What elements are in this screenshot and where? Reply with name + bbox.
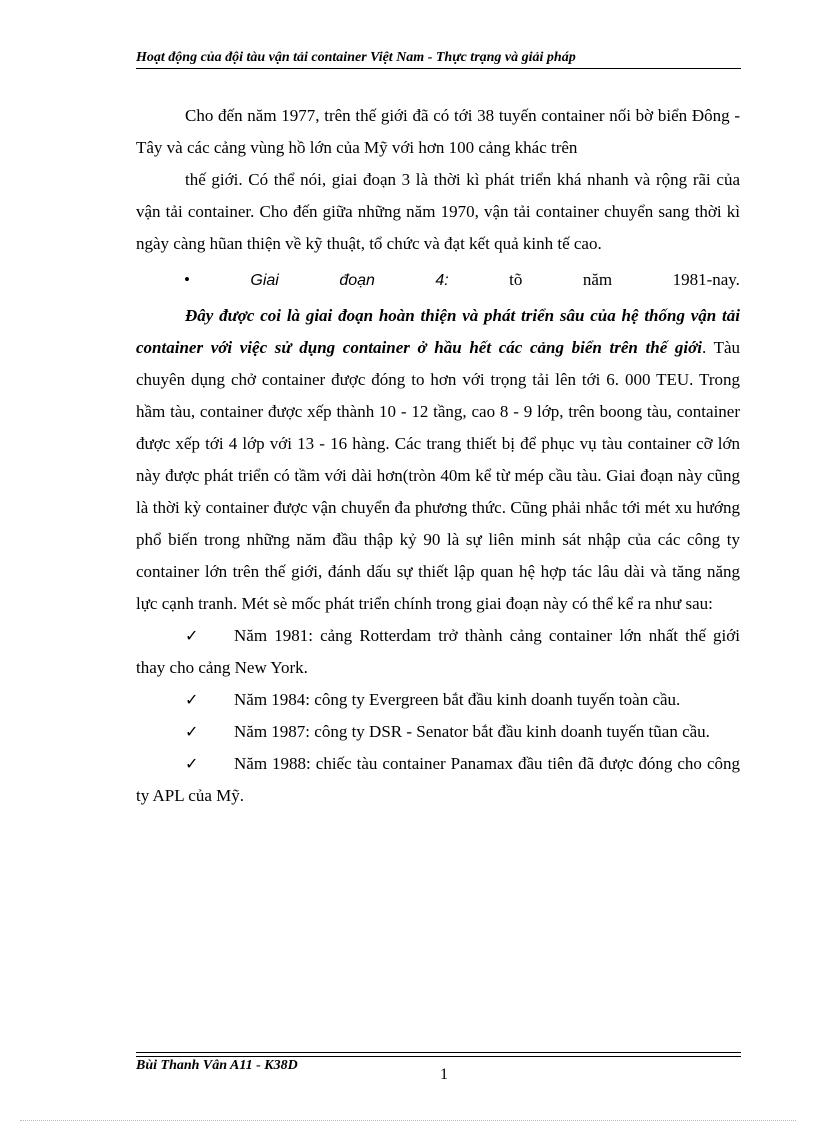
stage-word: năm — [582, 270, 613, 289]
paragraph — [136, 300, 740, 620]
paragraph: thế giới. Có thể nói, giai đoạn 3 là thời kì phát triển khá nhanh và rộng rãi của vận tải container. Cho đến giữa những năm 1970, vận tải container chuyển sang thời kì ngày càng hũan thiện về kỹ thuật, tổ chức và đạt kết quả kinh tế cao. — [136, 170, 740, 253]
stage-4-heading — [136, 260, 740, 300]
footer-divider — [136, 1052, 741, 1053]
stage-label-word: Giai — [250, 272, 279, 289]
checkmark-icon: ✓ — [185, 722, 199, 741]
footer-divider — [136, 1056, 741, 1057]
stage-label-word: đoạn — [339, 272, 375, 289]
milestone-item — [136, 684, 740, 716]
emphasis-text: Đây được coi là giai đoạn hoàn thiện và phát triển sâu của hệ thống vận tải container với việc sử dụng container ở hầu hết các cảng biển trên thế giới — [136, 306, 740, 357]
page-header-title: Hoạt động của đội tàu vận tải container Việt Nam - Thực trạng và giải pháp — [136, 50, 576, 65]
milestone-item — [136, 620, 740, 684]
checkmark-icon: ✓ — [185, 690, 199, 709]
document-body — [136, 100, 740, 812]
stage-number: 4: — [435, 272, 449, 289]
page-number: 1 — [440, 1066, 448, 1083]
bullet-icon: • — [184, 270, 190, 289]
milestone-text: Năm 1981: cảng Rotterdam trở thành cảng container lớn nhất thế giới thay cho cảng New York. — [136, 626, 740, 677]
paragraph: Cho đến năm 1977, trên thế giới đã có tới 38 tuyến container nối bờ biển Đông - Tây và các cảng vùng hồ lớn của Mỹ với hơn 100 cảng khác trên — [136, 106, 740, 157]
milestone-text: Năm 1987: công ty DSR - Senator bắt đầu kinh doanh tuyến tũan cầu. — [234, 722, 710, 741]
stage-years: 1981-nay. — [672, 270, 740, 289]
page-bottom-border — [20, 1120, 796, 1121]
stage-word: tõ — [509, 270, 523, 289]
header-divider — [136, 68, 741, 69]
checkmark-icon: ✓ — [185, 626, 199, 645]
milestone-item — [136, 748, 740, 812]
milestone-text: Năm 1988: chiếc tàu container Panamax đầu tiên đã được đóng cho công ty APL của Mỹ. — [136, 754, 740, 805]
checkmark-icon: ✓ — [185, 754, 199, 773]
milestone-text: Năm 1984: công ty Evergreen bắt đầu kinh doanh tuyến toàn cầu. — [234, 690, 681, 709]
milestone-item — [136, 716, 740, 748]
footer-author: Bùi Thanh Vân A11 - K38D — [136, 1058, 298, 1073]
paragraph-text: . Tàu chuyên dụng chở container được đóng to hơn với trọng tải lên tới 6. 000 TEU. Trong hầm tàu, container được xếp thành 10 - 12 tầng, cao 8 - 9 lớp, trên boong tàu, container được xếp tới 4 lớp với 13 - 16 hàng. Các trang thiết bị để phục vụ tàu container cỡ lớn này được phát triển có tầm với dài hơn(tròn 40m kể từ mép cầu tàu. Giai đoạn này cũng là thời kỳ container được vận chuyển đa phương thức. Cũng phải nhắc tới mét xu hướng phổ biến trong những năm đầu thập kỷ 90 là sự liên minh sát nhập của các công ty container lớn trên thế giới, đánh dấu sự thiết lập quan hệ hợp tác lâu dài và tăng năng lực cạnh tranh. Mét sè mốc phát triển chính trong giai đoạn này có thể kể ra như sau: — [136, 338, 740, 613]
